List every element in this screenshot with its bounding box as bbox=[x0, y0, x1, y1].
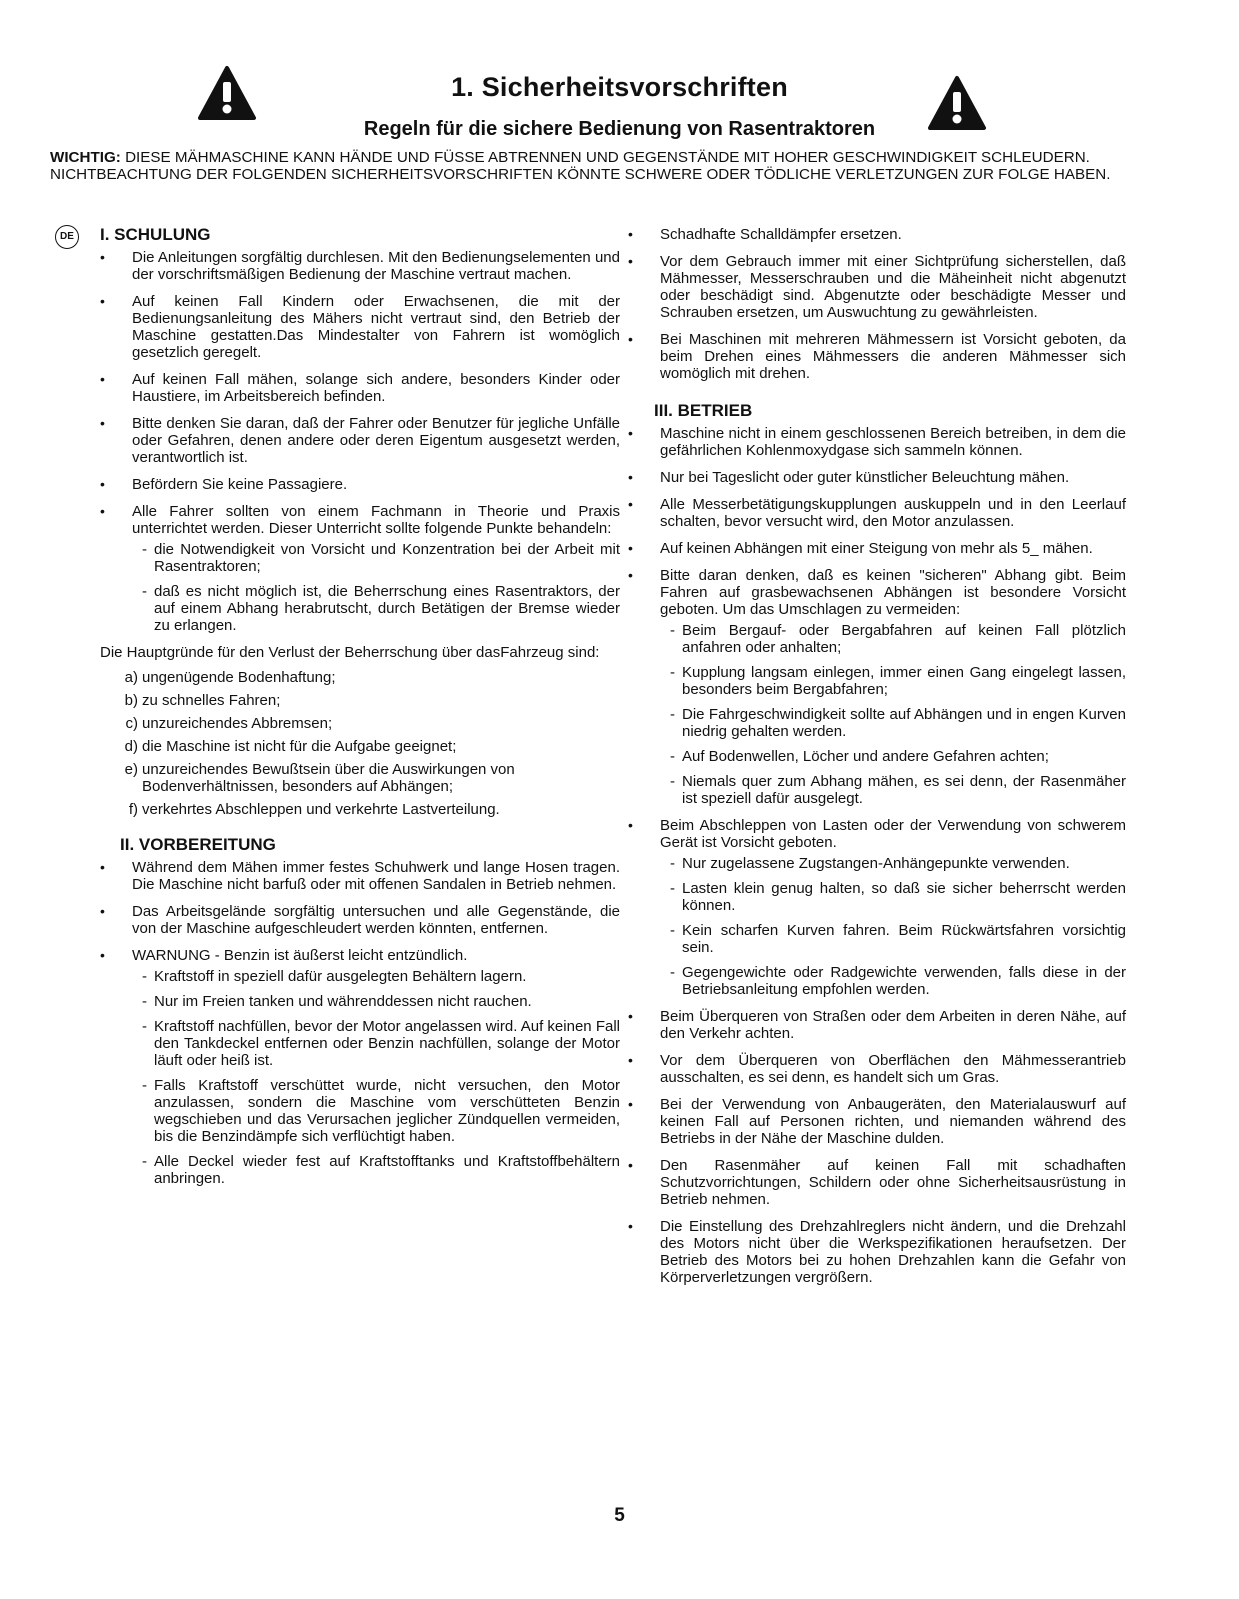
paragraph: Die Hauptgründe für den Verlust der Beherrschung über dasFahrzeug sind: bbox=[100, 644, 600, 661]
page-title: 1. Sicherheitsvorschriften bbox=[451, 72, 788, 102]
sub-list-item: - Die Fahrgeschwindigkeit sollte auf Abhängen und in engen Kurven niedrig gehalten werden. bbox=[660, 706, 1126, 740]
schulung-list bbox=[100, 249, 620, 634]
section-heading-betrieb: III. BETRIEB bbox=[654, 401, 753, 420]
list-item: • Auf keinen Fall Kindern oder Erwachsenen, die mit der Bedienungsanleitung des Mähers nicht vertraut sind, den Betrieb der Maschine gestatten.Das Mindestalter von Fahrern ist womöglich gesetzlich geregelt. bbox=[100, 293, 620, 361]
list-item: • Schadhafte Schalldämpfer ersetzen. bbox=[628, 226, 1126, 243]
list-item: • Alle Messerbetätigungskupplungen auskuppeln und in den Leerlauf schalten, bevor versucht wird, den Motor anzulassen. bbox=[628, 496, 1126, 530]
list-item: • Bitte denken Sie daran, daß der Fahrer oder Benutzer für jegliche Unfälle oder Gefahren, denen andere oder deren Eigentum ausgesetzt werden, verantwortlich ist. bbox=[100, 415, 620, 466]
list-item: c) unzureichendes Abbremsen; bbox=[125, 715, 333, 732]
sub-list bbox=[132, 968, 620, 1187]
list-item: • Vor dem Gebrauch immer mit einer Sichtprüfung sicherstellen, daß Mähmesser, Messerschrauben und die Mäheinheit nicht abgenutzt oder beschädigt sind. Abgenutzte oder beschädigte Messer und Schrauben ersetzen, um Auswuchtung zu gewährleisten. bbox=[628, 253, 1126, 321]
language-badge: DE bbox=[55, 225, 79, 249]
sub-list-item: - daß es nicht möglich ist, die Beherrschung eines Rasentraktors, der auf einem Abhang herabrutscht, durch Betätigen der Bremse wieder zu erlangen. bbox=[132, 583, 620, 634]
left-column bbox=[60, 225, 620, 1197]
notice-label: WICHTIG: bbox=[50, 149, 121, 166]
sub-list-item: - die Notwendigkeit von Vorsicht und Konzentration bei der Arbeit mit Rasentraktoren; bbox=[132, 541, 620, 575]
list-item: • Auf keinen Fall mähen, solange sich andere, besonders Kinder oder Haustiere, im Arbeitsbereich befinden. bbox=[100, 371, 620, 405]
list-item: • Nur bei Tageslicht oder guter künstlicher Beleuchtung mähen. bbox=[628, 469, 1126, 486]
list-item: • Auf keinen Abhängen mit einer Steigung von mehr als 5_ mähen. bbox=[628, 540, 1126, 557]
section-heading-schulung: DE I. SCHULUNG bbox=[100, 226, 620, 243]
section-heading-vorbereitung: II. VORBEREITUNG bbox=[120, 835, 276, 854]
list-item: b) zu schnelles Fahren; bbox=[124, 692, 281, 709]
list-item: • Beim Abschleppen von Lasten oder der Verwendung von schwerem Gerät ist Vorsicht geboten. - Nur zugelassene Zugstangen-Anhängepunkte verwenden. - Lasten klein genug halten, so daß sie sicher beherrscht werden können. - Kein scharfen Kurven fahren. Beim Rückwärtsfahren vorsichtig sein. - Gegengewichte oder Radgewichte verwenden, falls diese in der Betriebsanleitung empfohlen werden. bbox=[628, 817, 1126, 998]
sub-list-item: - Kupplung langsam einlegen, immer einen Gang eingelegt lassen, besonders beim Bergabfahren; bbox=[660, 664, 1126, 698]
sub-list-item: - Kraftstoff nachfüllen, bevor der Motor angelassen wird. Auf keinen Fall den Tankdeckel entfernen oder Benzin nachfüllen, solange der Motor läuft oder heiß ist. bbox=[132, 1018, 620, 1069]
list-item: • Bei Maschinen mit mehreren Mähmessern ist Vorsicht geboten, da beim Drehen eines Mähmessers die anderen Mähmesser sich womöglich mit drehen. bbox=[628, 331, 1126, 382]
page-number: 5 bbox=[614, 1505, 625, 1526]
sub-list-item: - Alle Deckel wieder fest auf Kraftstofftanks und Kraftstoffbehältern anbringen. bbox=[132, 1153, 620, 1187]
list-item: • Befördern Sie keine Passagiere. bbox=[100, 476, 620, 493]
sub-list-item: - Nur im Freien tanken und währenddessen nicht rauchen. bbox=[132, 993, 620, 1010]
list-item: • Beim Überqueren von Straßen oder dem Arbeiten in deren Nähe, auf den Verkehr achten. bbox=[628, 1008, 1126, 1042]
sub-list bbox=[132, 541, 620, 634]
sub-list bbox=[660, 855, 1126, 998]
vorbereitung-list-continued bbox=[628, 226, 1126, 382]
list-item: e) unzureichendes Bewußtsein über die Auswirkungen von Bodenverhältnissen, besonders auf Abhängen; bbox=[124, 761, 515, 795]
list-item: • Das Arbeitsgelände sorgfältig untersuchen und alle Gegenstände, die von der Maschine aufgeschleudert werden könnten, entfernen. bbox=[100, 903, 620, 937]
notice-text: DIESE MÄHMASCHINE KANN HÄNDE UND FÜSSE ABTRENNEN UND GEGENSTÄNDE MIT HOHER GESCHWINDIGKEIT SCHLEUDERN. NICHTBEACHTUNG DER FOLGENDEN SICHERHEITSVORSCHRIFTEN KÖNNTE SCHWERE ODER TÖDLICHE VERLETZUNGEN ZUR FOLGE HABEN. bbox=[50, 149, 1111, 183]
sub-list-item: - Kraftstoff in speziell dafür ausgelegten Behältern lagern. bbox=[132, 968, 620, 985]
list-item: • Die Einstellung des Drehzahlreglers nicht ändern, und die Drehzahl des Motors nicht über die Werkspezifikationen heraufsetzen. Der Betrieb des Motors bei zu hohen Drehzahlen kann die Gefahr von Körperverletzungen vergrößern. bbox=[628, 1218, 1126, 1286]
important-notice bbox=[50, 149, 1190, 183]
list-item: • Den Rasenmäher auf keinen Fall mit schadhaften Schutzvorrichtungen, Schildern oder ohne Sicherheitsausrüstung in Betrieb nehmen. bbox=[628, 1157, 1126, 1208]
reasons-list bbox=[100, 669, 620, 818]
list-item: • Die Anleitungen sorgfältig durchlesen. Mit den Bedienungselementen und der vorschriftsmäßigen Bedienung der Maschine vertraut machen. bbox=[100, 249, 620, 283]
list-item: • Bei der Verwendung von Anbaugeräten, den Materialauswurf auf keinen Fall auf Personen richten, und niemanden während des Betriebs in der Nähe der Maschine dulden. bbox=[628, 1096, 1126, 1147]
betrieb-list bbox=[628, 425, 1126, 1286]
sub-list bbox=[660, 622, 1126, 807]
sub-list-item: - Auf Bodenwellen, Löcher und andere Gefahren achten; bbox=[660, 748, 1126, 765]
list-item: • Während dem Mähen immer festes Schuhwerk und lange Hosen tragen. Die Maschine nicht barfuß oder mit offenen Sandalen in Betrieb nehmen. bbox=[100, 859, 620, 893]
list-item: • WARNUNG - Benzin ist äußerst leicht entzündlich. - Kraftstoff in speziell dafür ausgelegten Behältern lagern. - Nur im Freien tanken und währenddessen nicht rauchen. - Kraftstoff nachfüllen, bevor der Motor angelassen wird. Auf keinen Fall den Tankdeckel entfernen oder Benzin nachfüllen, solange der Motor läuft oder heiß ist. - Falls Kraftstoff verschüttet wurde, nicht versuchen, den Motor anzulassen, sondern die Maschine vom verschütteten Benzin wegschieben und das Verursachen jeglicher Zündquellen vermeiden, bis die Benzindämpfe sich verflüchtigt haben. - Alle Deckel wieder fest auf Kraftstofftanks und Kraftstoffbehältern anbringen. bbox=[100, 947, 620, 1187]
sub-list-item: - Nur zugelassene Zugstangen-Anhängepunkte verwenden. bbox=[660, 855, 1126, 872]
list-item: d) die Maschine ist nicht für die Aufgabe geeignet; bbox=[124, 738, 457, 755]
sub-list-item: - Beim Bergauf- oder Bergabfahren auf keinen Fall plötzlich anfahren oder anhalten; bbox=[660, 622, 1126, 656]
sub-list-item: - Lasten klein genug halten, so daß sie sicher beherrscht werden können. bbox=[660, 880, 1126, 914]
list-item: • Alle Fahrer sollten von einem Fachmann in Theorie und Praxis unterrichtet werden. Dieser Unterricht sollte folgende Punkte behandeln: - die Notwendigkeit von Vorsicht und Konzentration bei der Arbeit mit Rasentraktoren; - daß es nicht möglich ist, die Beherrschung eines Rasentraktors, der auf einem Abhang herabrutscht, durch Betätigen der Bremse wieder zu erlangen. bbox=[100, 503, 620, 634]
right-column bbox=[656, 226, 1126, 1296]
sub-list-item: - Gegengewichte oder Radgewichte verwenden, falls diese in der Betriebsanleitung empfohlen werden. bbox=[660, 964, 1126, 998]
list-item: • Vor dem Überqueren von Oberflächen den Mähmesserantrieb ausschalten, es sei denn, es handelt sich um Gras. bbox=[628, 1052, 1126, 1086]
list-item: • Maschine nicht in einem geschlossenen Bereich betreiben, in dem die gefährlichen Kohlenmoxydgase sich sammeln können. bbox=[628, 425, 1126, 459]
sub-list-item: - Niemals quer zum Abhang mähen, es sei denn, der Rasenmäher ist speziell dafür ausgelegt. bbox=[660, 773, 1126, 807]
list-item: • Bitte daran denken, daß es keinen "sicheren" Abhang gibt. Beim Fahren auf grasbewachsenen Abhängen ist besondere Vorsicht geboten. Um das Umschlagen zu vermeiden: - Beim Bergauf- oder Bergabfahren auf keinen Fall plötzlich anfahren oder anhalten; - Kupplung langsam einlegen, immer einen Gang eingelegt lassen, besonders beim Bergabfahren; - Die Fahrgeschwindigkeit sollte auf Abhängen und in engen Kurven niedrig gehalten werden. - Auf Bodenwellen, Löcher und andere Gefahren achten; - Niemals quer zum Abhang mähen, es sei denn, der Rasenmäher ist speziell dafür ausgelegt. bbox=[628, 567, 1126, 807]
sub-list-item: - Falls Kraftstoff verschüttet wurde, nicht versuchen, den Motor anzulassen, sondern die Maschine vom verschütteten Benzin wegschieben und das Verursachen jeglicher Zündquellen vermeiden, bis die Benzindämpfe sich verflüchtigt haben. bbox=[132, 1077, 620, 1145]
list-item: f) verkehrtes Abschleppen und verkehrte Lastverteilung. bbox=[128, 801, 500, 818]
list-item: a) ungenügende Bodenhaftung; bbox=[124, 669, 336, 686]
vorbereitung-list bbox=[100, 859, 620, 1187]
page-subtitle: Regeln für die sichere Bedienung von Rasentraktoren bbox=[363, 118, 876, 140]
sub-list-item: - Kein scharfen Kurven fahren. Beim Rückwärtsfahren vorsichtig sein. bbox=[660, 922, 1126, 956]
